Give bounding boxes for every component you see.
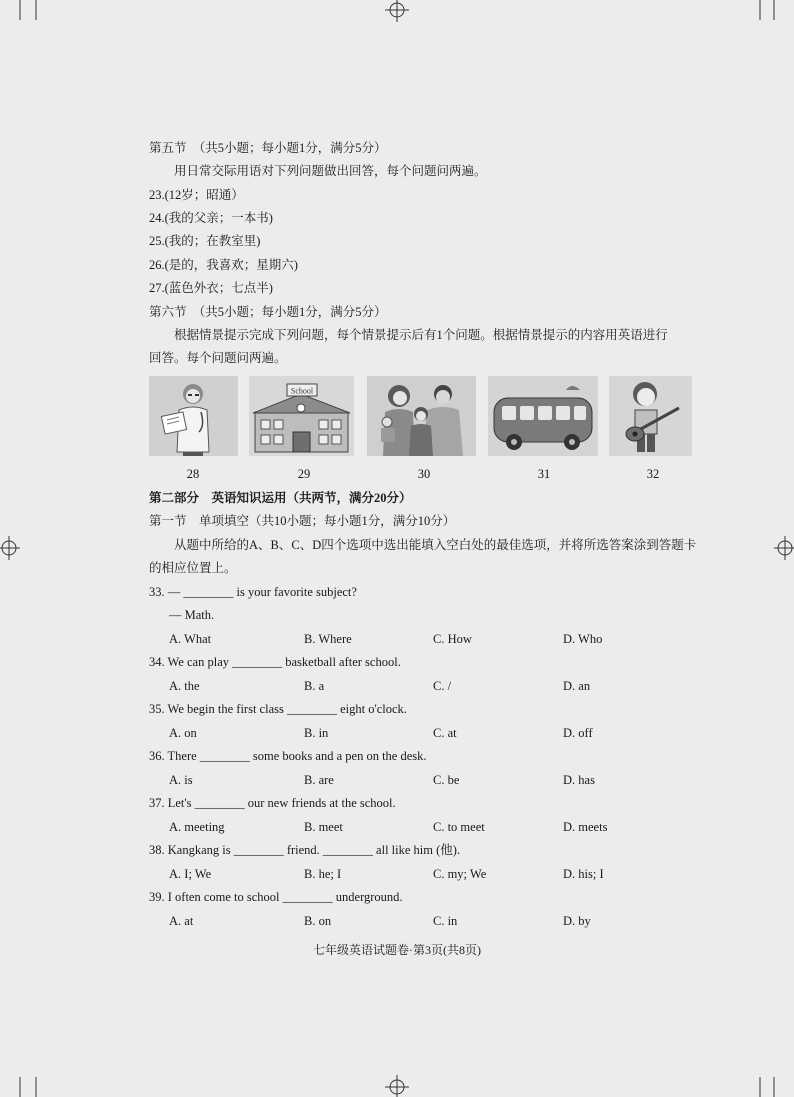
question-stem: 39. I often come to school ________ underground. (149, 890, 403, 904)
option-a: A. meeting (169, 820, 225, 834)
picture-number: 28 (186, 467, 200, 481)
option-b: B. on (304, 914, 332, 928)
section1-instruction-line1: 从题中所给的A、B、C、D四个选项中选出能填入空白处的最佳选项，并将所选答案涂到答题卡 (174, 538, 697, 552)
picture-number: 32 (646, 467, 660, 481)
school-sign: School (290, 386, 314, 396)
option-c: C. to meet (433, 820, 485, 834)
picture-guitar-boy (609, 376, 692, 456)
section5-item: 24.(我的父亲；一本书) (149, 211, 273, 225)
option-a: A. the (169, 679, 200, 693)
section5-item: 25.(我的；在教室里) (149, 234, 261, 248)
section6-instruction-line1: 根据情景提示完成下列问题，每个情景提示后有1个问题。根据情景提示的内容用英语进行 (174, 328, 668, 342)
option-b: B. are (304, 773, 334, 787)
option-a: A. is (169, 773, 193, 787)
option-b: B. he; I (304, 867, 342, 881)
section5-item: 26.(是的，我喜欢；星期六) (149, 258, 298, 272)
option-d: D. meets (563, 820, 608, 834)
question-stem-reply: — Math. (169, 608, 215, 622)
picture-school (249, 376, 354, 456)
page-footer: 七年级英语试题卷·第3页(共8页) (313, 943, 481, 957)
option-b: B. Where (304, 632, 352, 646)
option-a: A. What (169, 632, 212, 646)
option-d: D. Who (563, 632, 603, 646)
question-stem: 33. — ________ is your favorite subject? (149, 585, 357, 599)
option-b: B. in (304, 726, 329, 740)
doctor-icon (149, 376, 238, 456)
option-d: D. has (563, 773, 595, 787)
picture-doctor (149, 376, 238, 456)
option-a: A. I; We (169, 867, 212, 881)
option-c: C. How (433, 632, 472, 646)
option-a: A. on (169, 726, 197, 740)
section5-heading: 第五节 （共5小题；每小题1分，满分5分） (149, 141, 387, 155)
section1-heading: 第一节 单项填空（共10小题；每小题1分，满分10分） (149, 514, 456, 528)
option-d: D. off (563, 726, 593, 740)
family-icon (367, 376, 476, 456)
option-b: B. meet (304, 820, 343, 834)
bus-icon (488, 376, 598, 456)
option-a: A. at (169, 914, 194, 928)
picture-number: 29 (297, 467, 311, 481)
picture-bus (488, 376, 598, 456)
picture-family (367, 376, 476, 456)
option-d: D. by (563, 914, 591, 928)
part2-heading: 第二部分 英语知识运用（共两节，满分20分） (149, 491, 412, 505)
section5-item: 27.(蓝色外衣；七点半) (149, 281, 273, 295)
guitar-boy-icon (609, 376, 692, 456)
question-stem: 38. Kangkang is ________ friend. ________ all like him (他). (149, 843, 461, 857)
question-stem: 37. Let's ________ our new friends at the school. (149, 796, 396, 810)
option-d: D. his; I (563, 867, 604, 881)
school-icon (249, 376, 354, 456)
option-b: B. a (304, 679, 325, 693)
option-c: C. be (433, 773, 460, 787)
picture-number: 31 (537, 467, 551, 481)
section5-instruction: 用日常交际用语对下列问题做出回答，每个问题问两遍。 (174, 164, 487, 178)
question-stem: 34. We can play ________ basketball after school. (149, 655, 401, 669)
option-c: C. / (433, 679, 452, 693)
question-stem: 36. There ________ some books and a pen on the desk. (149, 749, 427, 763)
section6-instruction-line2: 回答。每个问题问两遍。 (149, 351, 287, 365)
question-stem: 35. We begin the first class ________ eight o'clock. (149, 702, 407, 716)
option-c: C. my; We (433, 867, 487, 881)
section5-item: 23.(12岁；昭通） (149, 188, 244, 202)
option-c: C. in (433, 914, 458, 928)
option-d: D. an (563, 679, 591, 693)
option-c: C. at (433, 726, 457, 740)
section1-instruction-line2: 的相应位置上。 (149, 561, 237, 575)
picture-number: 30 (417, 467, 431, 481)
section6-heading: 第六节 （共5小题；每小题1分，满分5分） (149, 305, 387, 319)
